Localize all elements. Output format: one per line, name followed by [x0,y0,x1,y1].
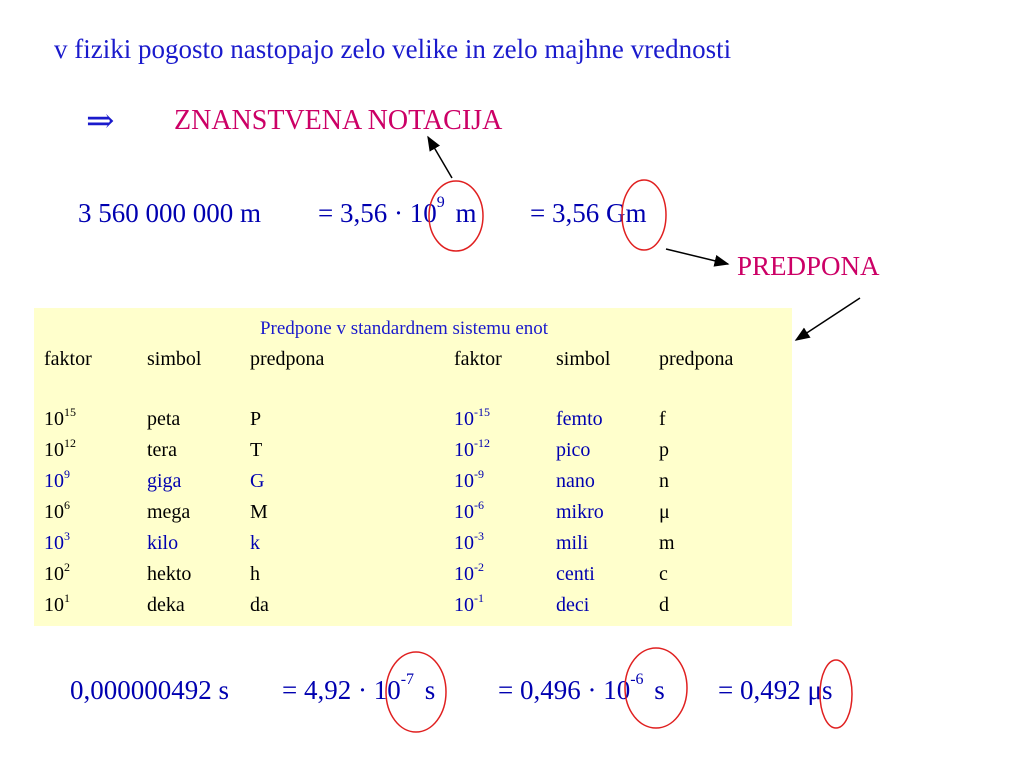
cell-value: p [659,439,669,461]
header-factor-right: faktor [454,348,502,370]
cell-value: nano [556,470,595,492]
cell-value: 10 [44,470,64,492]
cell-value: 10 [454,563,474,585]
circle-exponent-minus-6 [625,648,687,728]
cell-exponent: -9 [474,467,484,481]
header-symbol-left: simbol [147,348,202,370]
cell-value: T [250,439,263,461]
cell-value: 10 [454,408,474,430]
cell-value: f [659,408,666,430]
cell-value: 10 [454,470,474,492]
equation1-part1: 3 560 000 000 m [78,198,262,228]
equation1-unit: m [455,198,477,228]
equation2-exponent-a: -7 [400,671,415,688]
cell-value: peta [147,408,181,430]
cell-exponent: 2 [64,560,70,574]
equation1-exponent: 9 [436,194,445,211]
equation2-part1: 0,000000492 s [70,675,230,705]
cell-value: m [659,532,675,554]
cell-value: 10 [454,439,474,461]
cell-value: 10 [44,532,64,554]
mu-symbol: μ [807,675,822,705]
implies-arrow-icon: ⇒ [86,103,115,140]
cell-value: G [250,470,265,492]
circle-giga-prefix [622,180,666,250]
cell-value: giga [147,470,182,492]
table-caption: Predpone v standardnem sistemu enot [259,318,549,339]
cell-exponent: 9 [64,467,70,481]
cell-value: 10 [44,439,64,461]
cell-value: mili [556,532,589,554]
header-prefix-left: predpona [250,348,325,370]
cell-exponent: 3 [64,529,70,543]
header-prefix-right: predpona [659,348,734,370]
equation2-mantissa-b: = 0,496 · 10 [498,675,631,705]
cell-value: d [659,594,669,616]
cell-exponent: 6 [64,498,70,512]
cell-exponent: 1 [64,591,70,605]
circle-exponent-9 [429,181,483,251]
cell-exponent: 12 [64,436,76,450]
cell-exponent: 15 [64,405,76,419]
arrow-to-table [796,298,860,340]
slide-title: ZNANSTVENA NOTACIJA [174,105,503,136]
equation2-unit-b: s [654,675,665,705]
cell-value: mikro [556,501,604,523]
cell-value: μ [659,501,670,523]
cell-exponent: -2 [474,560,484,574]
cell-exponent: -1 [474,591,484,605]
equation1-part3: = 3,56 Gm [530,198,647,228]
cell-value: M [250,501,268,523]
cell-value: femto [556,408,603,430]
circle-exponent-minus-7 [386,652,446,732]
cell-value: tera [147,439,177,461]
cell-value: k [250,532,260,554]
cell-value: 10 [44,408,64,430]
cell-value: 10 [454,501,474,523]
cell-value: 10 [44,594,64,616]
cell-value: c [659,563,668,585]
cell-exponent: -15 [474,405,490,419]
headline: v fiziki pogosto nastopajo zelo velike in zelo majhne vrednosti [54,34,732,64]
equation2-exponent-b: -6 [630,671,644,688]
cell-value: hekto [147,563,192,585]
cell-value: da [250,594,269,616]
cell-value: 10 [44,501,64,523]
cell-value: mega [147,501,191,523]
predpona-label: PREDPONA [737,251,880,281]
cell-value: centi [556,563,595,585]
cell-value: 10 [454,594,474,616]
cell-value: 10 [44,563,64,585]
cell-value: kilo [147,532,179,554]
header-symbol-right: simbol [556,348,611,370]
equation2-unit-c: s [821,675,833,705]
arrow-to-title [428,137,452,178]
header-factor-left: faktor [44,348,92,370]
cell-value: deci [556,594,590,616]
circle-micro-prefix [820,660,852,728]
arrow-to-predpona [666,249,728,264]
cell-value: deka [147,594,185,616]
equation2-mantissa-a: = 4,92 · 10 [282,675,401,705]
cell-exponent: -3 [474,529,484,543]
cell-value: 10 [454,532,474,554]
cell-value: pico [556,439,591,461]
cell-exponent: -12 [474,436,490,450]
cell-exponent: -6 [474,498,484,512]
equation2-unit-a: s [424,675,436,705]
cell-value: h [250,563,260,585]
cell-value: n [659,470,669,492]
cell-value: P [250,408,262,430]
equation2-value: = 0,492 [718,675,801,705]
equation1-mantissa: = 3,56 · 10 [318,198,437,228]
